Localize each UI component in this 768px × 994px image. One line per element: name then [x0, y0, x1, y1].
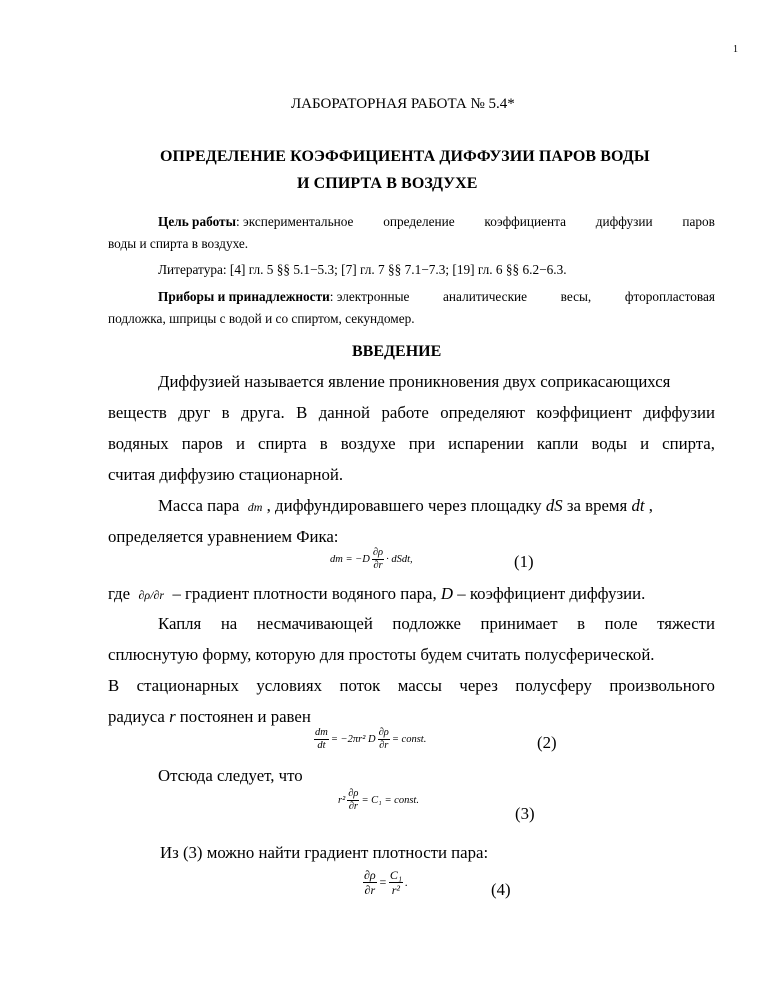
equation-3: r² $\frac{\partial\rho}{\partial r}$ = C₁ = const .	[338, 788, 419, 812]
para1-line1: Диффузией называется явление проникновения двух соприкасающихся	[158, 372, 671, 391]
para3-line1: Капля на несмачивающей подложке принимает в поле тяжести	[158, 614, 715, 633]
goal-label: Цель работы	[158, 214, 236, 229]
main-title-line1: ОПРЕДЕЛЕНИЕ КОЭФФИЦИЕНТА ДИФФУЗИИ ПАРОВ ВОДЫ	[160, 148, 650, 165]
para3-line2: сплюснутую форму, которую для простоты будем считать полусферической.	[108, 645, 655, 664]
intro-heading: ВВЕДЕНИЕ	[352, 343, 442, 360]
equipment-line2: подложка, шприцы с водой и со спиртом, секундомер.	[108, 311, 415, 326]
where-line: где ∂ρ/∂r – градиент плотности водяного пара, D – коэффициент диффузии.	[108, 584, 646, 603]
equipment-label: Приборы и принадлежности	[158, 289, 330, 304]
para3-line4: радиуса r постоянен и равен	[108, 707, 311, 726]
para2-line2: определяется уравнением Фика:	[108, 527, 339, 546]
page-number: 1	[733, 44, 738, 55]
literature: Литература: [4] гл. 5 §§ 5.1−5.3; [7] гл. 7 §§ 7.1−7.3; [19] гл. 6 §§ 6.2−6.3.	[158, 262, 567, 277]
para2-line1: Масса пара dm , диффундировавшего через площадку dS за время dt ,	[158, 496, 653, 515]
goal-line1: Цель работы: экспериментальное определение коэффициента диффузии паров	[158, 214, 715, 229]
from3-line: Из (3) можно найти градиент плотности пара:	[160, 843, 489, 862]
equation-3-number: (3)	[515, 804, 535, 823]
para1-line3: водяных паров и спирта в воздухе при испарении капли воды и спирта,	[108, 434, 715, 453]
main-title-line2: И СПИРТА В ВОЗДУХЕ	[297, 175, 478, 192]
para3-line3: В стационарных условиях поток массы через полусферу произвольного	[108, 676, 715, 695]
equation-4: $\frac{\partial\rho}{\partial r}$ = $\frac{\text{C₁}}{\text{r²}}$ .	[364, 868, 408, 897]
equation-2-number: (2)	[537, 733, 557, 752]
equipment-line1: Приборы и принадлежности: электронные аналитические весы, фторопластовая	[158, 289, 715, 304]
lab-title: ЛАБОРАТОРНАЯ РАБОТА № 5.4*	[291, 96, 515, 112]
equation-2: $\frac{dm}{dt}$ = −2πr² D $\frac{\partial\rho}{\partial r}$ = const .	[315, 727, 427, 751]
equation-1: dm = −D $\frac{\partial\rho}{\partial r}$ · dSdt ,	[330, 547, 413, 571]
equation-1-number: (1)	[514, 552, 534, 571]
equation-4-number: (4)	[491, 880, 511, 899]
para1-line2: веществ друг в друга. В данной работе определяют коэффициент диффузии	[108, 403, 715, 422]
goal-line2: воды и спирта в воздухе.	[108, 236, 249, 251]
consequence-line: Отсюда следует, что	[158, 766, 303, 785]
para1-line4: считая диффузию стационарной.	[108, 465, 344, 484]
